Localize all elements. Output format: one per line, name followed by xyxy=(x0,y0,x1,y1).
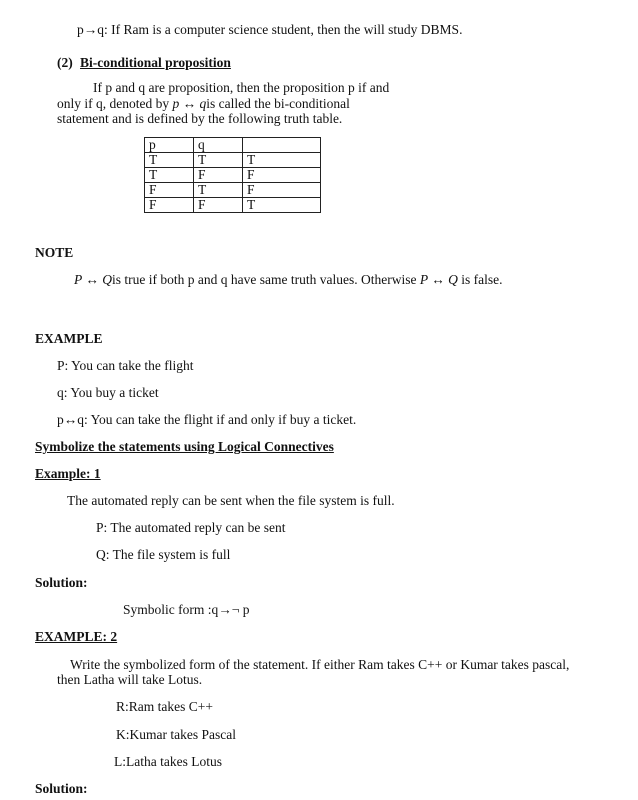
truth-table xyxy=(144,137,321,213)
table-cell: T xyxy=(243,198,321,213)
table-cell: F xyxy=(243,183,321,198)
example2-r-line: R:Ram takes C++ xyxy=(116,699,213,714)
bicond-number: (2) xyxy=(57,55,73,70)
bicond-para-line3: statement and is defined by the following truth table. xyxy=(57,111,343,126)
example1-q-line: Q: The file system is full xyxy=(96,547,231,562)
example-pq-line: p↔q: You can take the flight if and only if buy a ticket. xyxy=(57,412,357,427)
example-p-line: P: You can take the flight xyxy=(57,358,194,373)
example1-p-line: P: The automated reply can be sent xyxy=(96,520,286,535)
table-header-row xyxy=(145,138,321,153)
example1-statement: The automated reply can be sent when the file system is full. xyxy=(67,493,395,508)
example2-statement-line2: then Latha will take Lotus. xyxy=(57,672,203,687)
table-row xyxy=(145,168,321,183)
symbolize-heading: Symbolize the statements using Logical Connectives xyxy=(35,439,334,454)
note-symbol-2: P ↔ Q xyxy=(419,272,458,287)
note-text-1: is true if both p and q have same truth values. Otherwise xyxy=(112,272,420,287)
example1-solution-label: Solution: xyxy=(35,575,88,590)
note-text xyxy=(74,272,502,287)
table-cell: T xyxy=(145,168,194,183)
top-line: p→q: If Ram is a computer science student, then the will study DBMS. xyxy=(77,22,463,37)
note-text-2: is false. xyxy=(457,272,503,287)
example1-symbolic-form: Symbolic form :q→¬ p xyxy=(123,602,250,617)
table-cell: T xyxy=(145,153,194,168)
table-row xyxy=(145,153,321,168)
example2-k-line: K:Kumar takes Pascal xyxy=(116,727,236,742)
bicond-para-line1: If p and q are proposition, then the proposition p if and xyxy=(93,80,390,95)
table-cell: F xyxy=(194,168,243,183)
bicond-para-line2-b: is called the bi-conditional xyxy=(206,96,350,111)
bicond-symbol: p ↔ q xyxy=(172,96,207,111)
example1-heading: Example: 1 xyxy=(35,466,101,481)
bicond-para-line2-a: only if q, denoted by xyxy=(57,96,173,111)
bicond-heading: Bi-conditional proposition xyxy=(80,55,231,70)
example2-statement-line1: Write the symbolized form of the statement. If either Ram takes C++ or Kumar takes pascal, xyxy=(70,657,570,672)
table-cell: F xyxy=(194,198,243,213)
table-row xyxy=(145,183,321,198)
table-header-q: q xyxy=(194,138,243,153)
example2-solution-label: Solution: xyxy=(35,781,88,796)
example-q-line: q: You buy a ticket xyxy=(57,385,159,400)
table-header-p: p xyxy=(145,138,194,153)
table-cell: T xyxy=(194,183,243,198)
example2-heading: EXAMPLE: 2 xyxy=(35,629,118,644)
table-cell: T xyxy=(243,153,321,168)
table-row xyxy=(145,198,321,213)
example2-l-line: L:Latha takes Lotus xyxy=(114,754,222,769)
table-cell: F xyxy=(243,168,321,183)
table-cell: T xyxy=(194,153,243,168)
note-symbol-1: P ↔ Q xyxy=(74,272,113,287)
table-cell: F xyxy=(145,183,194,198)
table-cell: F xyxy=(145,198,194,213)
example-heading: EXAMPLE xyxy=(35,331,103,346)
note-heading: NOTE xyxy=(35,245,74,260)
bicond-para-line2 xyxy=(57,96,350,111)
table-header-result xyxy=(243,138,321,153)
